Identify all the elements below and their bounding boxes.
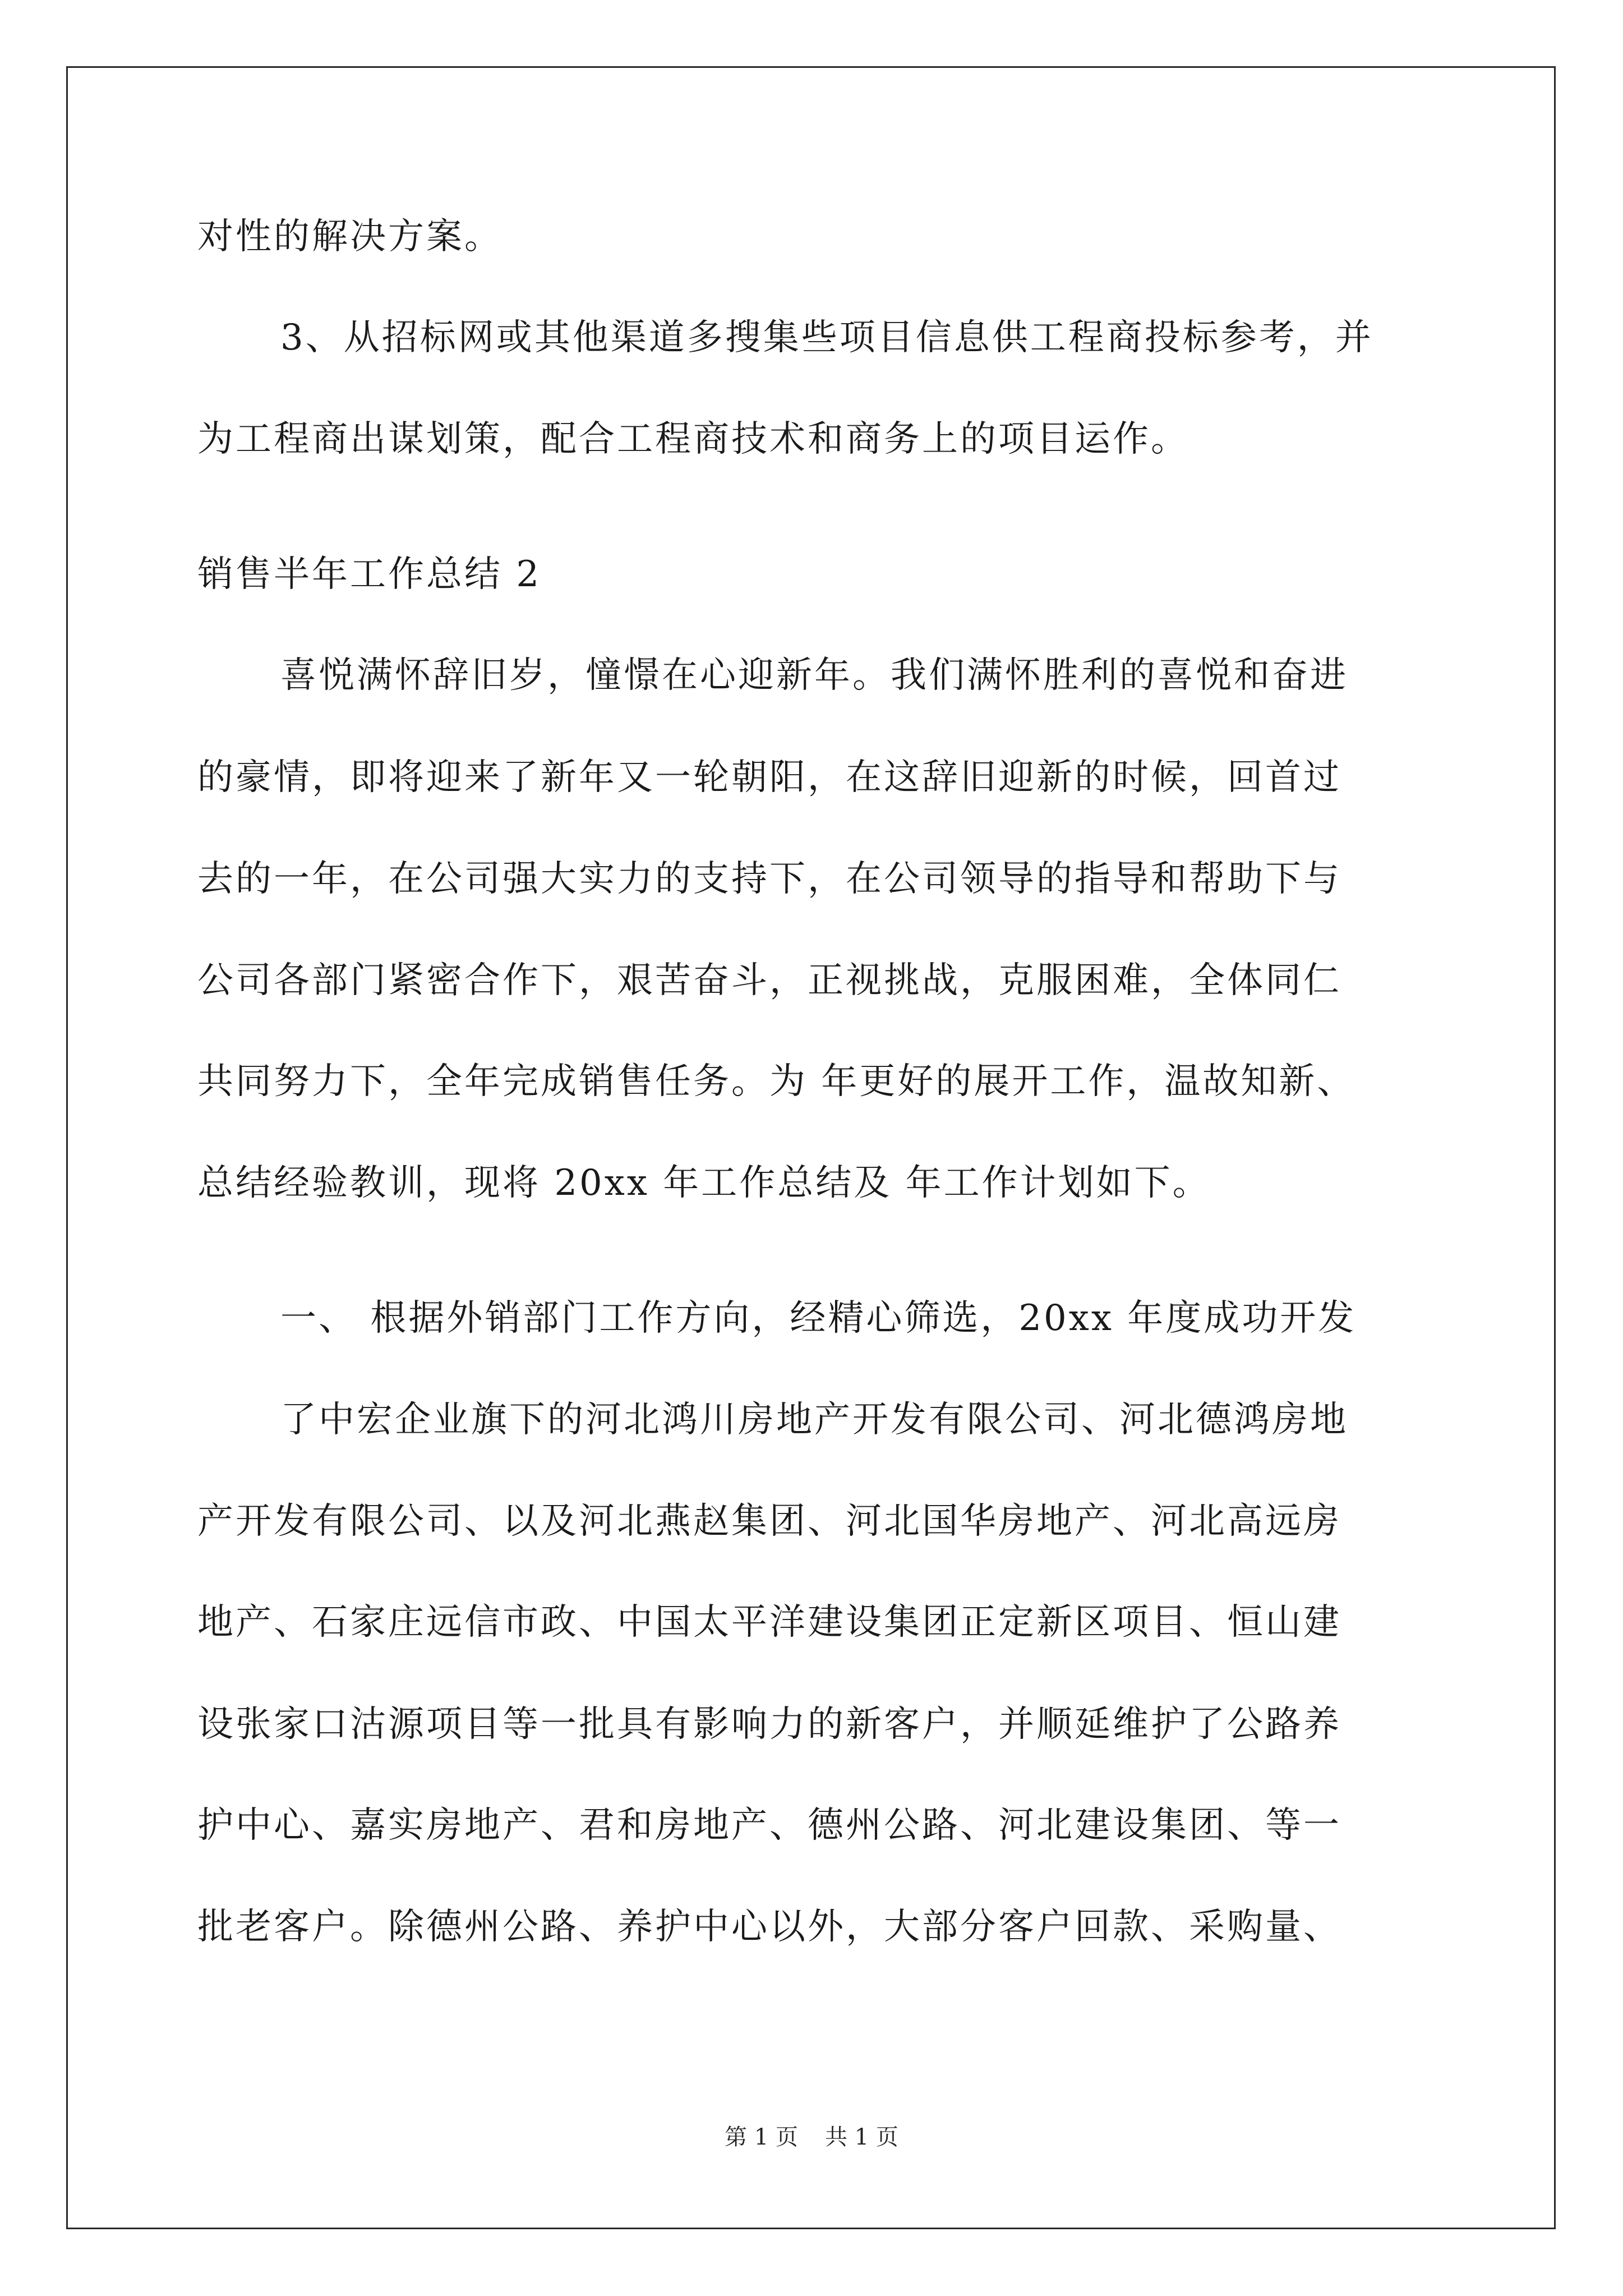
page-total: 共 1 页 (825, 2124, 898, 2150)
text-line: 喜悦满怀辞旧岁，憧憬在心迎新年。我们满怀胜利的喜悦和奋进 (280, 655, 1348, 696)
text-line: 地产、石家庄远信市政、中国太平洋建设集团正定新区项目、恒山建 (197, 1602, 1341, 1643)
text-line: 护中心、嘉实房地产、君和房地产、德州公路、河北建设集团、等一 (197, 1805, 1341, 1846)
text-line: 为工程商出谋划策，配合工程商技术和商务上的项目运作。 (197, 418, 1189, 460)
text-line: 一、 根据外销部门工作方向，经精心筛选，20xx 年度成功开发 (280, 1297, 1357, 1339)
page-number: 第 1 页 (725, 2124, 798, 2150)
text-line: 去的一年，在公司强大实力的支持下，在公司领导的指导和帮助下与 (197, 858, 1341, 900)
text-line: 共同努力下，全年完成销售任务。为 年更好的展开工作，温故知新、 (197, 1061, 1355, 1102)
text-line: 对性的解决方案。 (197, 216, 502, 257)
section-heading: 销售半年工作总结 2 (197, 554, 542, 595)
text-line: 的豪情，即将迎来了新年又一轮朝阳，在这辞旧迎新的时候，回首过 (197, 757, 1341, 798)
text-line: 了中宏企业旗下的河北鸿川房地产开发有限公司、河北德鸿房地 (280, 1399, 1348, 1441)
text-line: 总结经验教训，现将 20xx 年工作总结及 年工作计划如下。 (197, 1162, 1211, 1204)
text-line: 设张家口沽源项目等一批具有影响力的新客户，并顺延维护了公路养 (197, 1704, 1341, 1745)
text-line: 产开发有限公司、以及河北燕赵集团、河北国华房地产、河北高远房 (197, 1501, 1341, 1542)
text-line: 批老客户。除德州公路、养护中心以外，大部分客户回款、采购量、 (197, 1906, 1341, 1948)
text-line: 3、从招标网或其他渠道多搜集些项目信息供工程商投标参考，并 (280, 317, 1373, 358)
text-line: 公司各部门紧密合作下，艰苦奋斗，正视挑战，克服困难，全体同仁 (197, 960, 1341, 1001)
page-footer (0, 2123, 1623, 2151)
